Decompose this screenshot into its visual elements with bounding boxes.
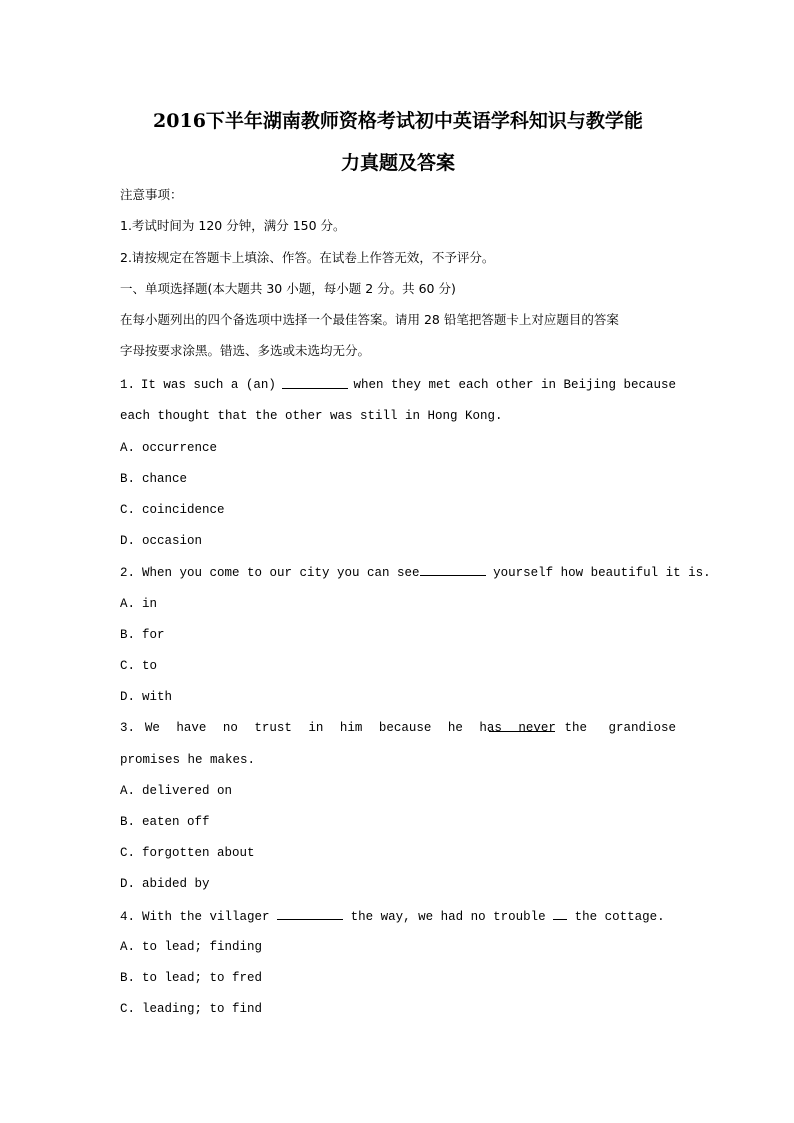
- notice-heading: 注意事项：: [120, 187, 183, 202]
- instructions-line-2: 字母按要求涂黑。错选、多选或未选均无分。: [120, 343, 371, 358]
- question-number: 4.: [120, 910, 136, 924]
- option-text: leading; to find: [142, 1002, 263, 1016]
- option-text: with: [142, 690, 173, 704]
- option-letter: B.: [120, 628, 136, 642]
- question-stem-part: when they met each other in Beijing because: [353, 378, 676, 392]
- option-text: delivered on: [142, 784, 233, 798]
- question-2-stem: [120, 564, 711, 581]
- option-text: to lead; finding: [142, 940, 263, 954]
- question-number: 3.: [120, 721, 136, 735]
- option-text: coincidence: [142, 503, 225, 517]
- question-1-option-a: [120, 440, 676, 456]
- question-number: 1.: [120, 378, 136, 392]
- answer-blank: [489, 720, 555, 732]
- question-4-option-a: [120, 939, 676, 955]
- document-title-line1: 2016下半年湖南教师资格考试初中英语学科知识与教学能: [153, 110, 643, 132]
- option-text: in: [142, 597, 158, 611]
- question-3-stem: [120, 720, 676, 736]
- answer-blank-2: [553, 908, 567, 920]
- question-stem-part: the cottage.: [574, 910, 665, 924]
- question-stem-part: It was such a (an): [140, 378, 276, 392]
- question-3-option-d: [120, 876, 676, 892]
- question-number: 2.: [120, 566, 136, 580]
- notice-item-2: 2.请按规定在答题卡上填涂、作答。在试卷上作答无效，不予评分。: [120, 250, 495, 265]
- question-1-stem-line2: each thought that the other was still in Hong Kong.: [120, 409, 503, 423]
- question-stem-part: the way, we had no trouble: [350, 910, 546, 924]
- option-text: occurrence: [142, 441, 218, 455]
- option-letter: A.: [120, 441, 136, 455]
- question-3-option-c: [120, 845, 676, 861]
- option-letter: C.: [120, 503, 136, 517]
- question-2-option-c: [120, 658, 676, 674]
- question-3-option-b: [120, 814, 676, 830]
- option-letter: D.: [120, 877, 136, 891]
- option-text: forgotten about: [142, 846, 255, 860]
- answer-blank: [420, 564, 486, 576]
- question-stem-part: the grandiose: [564, 721, 676, 735]
- option-letter: A.: [120, 940, 136, 954]
- question-stem-part: yourself how beautiful it is.: [493, 566, 711, 580]
- question-1-option-d: [120, 533, 676, 549]
- option-text: chance: [142, 472, 188, 486]
- option-letter: B.: [120, 971, 136, 985]
- option-letter: C.: [120, 846, 136, 860]
- question-stem-part: With the villager: [142, 910, 270, 924]
- question-3-stem-line2: promises he makes.: [120, 753, 256, 767]
- question-stem-part: We have no trust in him because he has never: [144, 721, 556, 735]
- question-4-option-b: [120, 970, 676, 986]
- question-4-stem: [120, 908, 676, 925]
- option-text: eaten off: [142, 815, 210, 829]
- question-2-option-b: [120, 627, 676, 643]
- option-text: to: [142, 659, 158, 673]
- option-letter: B.: [120, 472, 136, 486]
- question-2-option-a: [120, 596, 676, 612]
- question-2-option-d: [120, 689, 676, 705]
- notice-item-1: 1.考试时间为 120 分钟，满分 150 分。: [120, 218, 346, 233]
- instructions-line-1: 在每小题列出的四个备选项中选择一个最佳答案。请用 28 铅笔把答题卡上对应题目的答案: [120, 312, 619, 327]
- question-stem-part: When you come to our city you can see: [142, 566, 420, 580]
- question-stem-words: [144, 720, 556, 736]
- option-text: abided by: [142, 877, 210, 891]
- option-letter: D.: [120, 534, 136, 548]
- option-letter: D.: [120, 690, 136, 704]
- option-letter: B.: [120, 815, 136, 829]
- option-text: occasion: [142, 534, 203, 548]
- question-4-option-c: [120, 1001, 676, 1017]
- option-letter: A.: [120, 597, 136, 611]
- option-letter: C.: [120, 1002, 136, 1016]
- answer-blank: [277, 908, 343, 920]
- question-1-option-b: [120, 471, 676, 487]
- question-3-option-a: [120, 783, 676, 799]
- option-letter: C.: [120, 659, 136, 673]
- option-text: for: [142, 628, 165, 642]
- question-1-option-c: [120, 502, 676, 518]
- answer-blank: [282, 377, 348, 389]
- option-letter: A.: [120, 784, 136, 798]
- option-text: to lead; to fred: [142, 971, 263, 985]
- document-title-line2: 力真题及答案: [340, 152, 455, 174]
- question-1-stem: [120, 377, 676, 393]
- section-heading: 一、单项选择题(本大题共 30 小题，每小题 2 分。共 60 分): [120, 281, 456, 296]
